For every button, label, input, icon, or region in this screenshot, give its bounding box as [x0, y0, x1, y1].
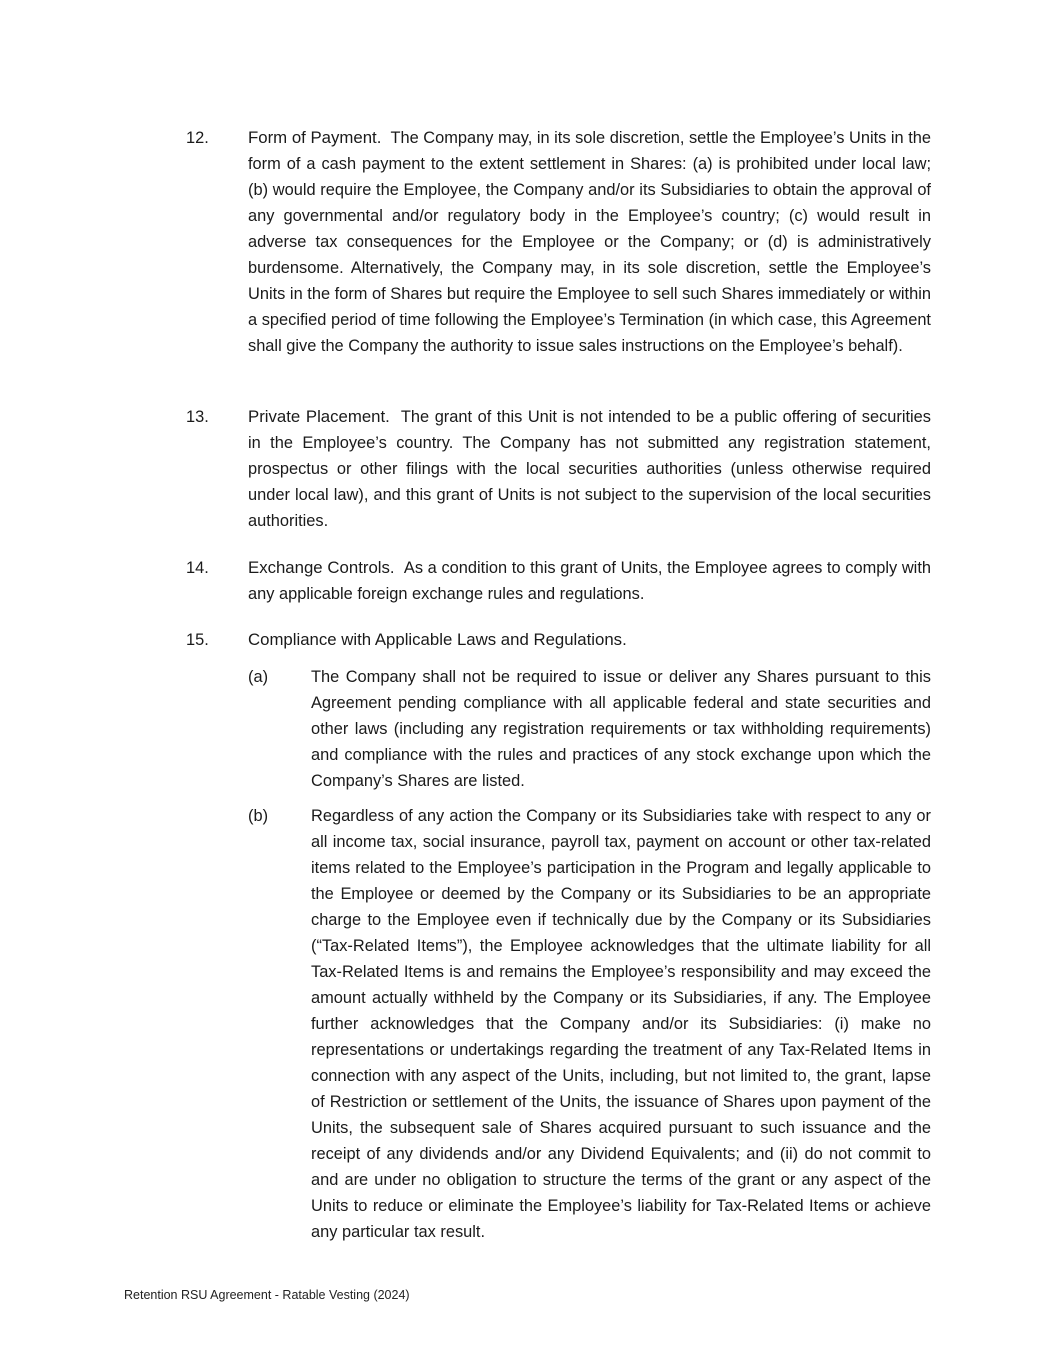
subsection-text: The Company shall not be required to issue or deliver any Shares pursuant to this Agreement pending compliance with all applicable federal and state securities and other laws (including any registration requirements or tax withholding requirements) and compliance with the rules and practices of any stock exchange upon which the Company’s Shares are listed. — [311, 668, 931, 790]
section-heading: Compliance with Applicable Laws and Regulations. — [248, 630, 627, 649]
section-number: 12. — [186, 129, 209, 147]
section-heading: Private Placement. — [248, 407, 390, 426]
subsection-label: (a) — [248, 668, 269, 686]
section-text: The Company may, in its sole discretion, settle the Employee’s Units in the form of a cash payment to the extent settlement in Shares: (a) is prohibited under local law; (b) would require the Employee, the Company and/or its Subsidiaries to obtain the approval of any governmental and/or regulatory body in the Employee’s country; (c) would result in adverse tax consequences for the Employee or the Company; or (d) is administratively burdensome. Alternatively, the Company may, in its sole discretion, settle the Employee’s Units in the form of Shares but require the Employee to sell such Shares immediately or within a specified period of time following the Employee’s Termination (in which case, this Agreement shall give the Company the authority to issue sales instructions on the Employee’s behalf). — [248, 129, 931, 355]
section-14 — [186, 555, 931, 607]
section-text: The grant of this Unit is not intended to be a public offering of securities in the Employee’s country. The Company has not submitted any registration statement, prospectus or other filings with the local securities authorities (unless otherwise required under local law), and this grant of Units is not subject to the supervision of the local securities authorities. — [248, 408, 931, 530]
section-number: 13. — [186, 408, 209, 426]
subsection-a — [248, 664, 931, 794]
section-15 — [186, 627, 931, 653]
section-body — [248, 404, 931, 534]
section-13 — [186, 404, 931, 534]
page-footer: Retention RSU Agreement - Ratable Vesting (2024) — [124, 1288, 410, 1302]
section-12 — [186, 125, 931, 359]
section-number: 14. — [186, 559, 209, 577]
section-body — [248, 555, 931, 607]
section-heading: Form of Payment. — [248, 128, 382, 147]
section-number: 15. — [186, 631, 209, 649]
subsection-text: Regardless of any action the Company or its Subsidiaries take with respect to any or all income tax, social insurance, payroll tax, payment on account or other tax-related items related to the Employee’s participation in the Program and legally applicable to the Employee or deemed by the Company or its Subsidiaries to be an appropriate charge to the Employee even if technically due by the Company or its Subsidiaries (“Tax-Related Items”), the Employee acknowledges that the ultimate liability for all Tax-Related Items is and remains the Employee’s responsibility and may exceed the amount actually withheld by the Company or its Subsidiaries, if any. The Employee further acknowledges that the Company and/or its Subsidiaries: (i) make no representations or undertakings regarding the treatment of any Tax-Related Items in connection with any aspect of the Units, including, but not limited to, the grant, lapse of Restriction or settlement of the Units, the issuance of Shares upon payment of the Units, the subsequent sale of Shares acquired pursuant to such issuance and the receipt of any dividends and/or any Dividend Equivalents; and (ii) do not commit to and are under no obligation to structure the terms of the grant or any aspect of the Units to reduce or eliminate the Employee’s liability for Tax-Related Items or achieve any particular tax result. — [311, 807, 931, 1241]
subsection-b — [248, 803, 931, 1245]
section-heading: Exchange Controls. — [248, 558, 395, 577]
subsection-label: (b) — [248, 807, 269, 825]
section-body — [248, 627, 931, 653]
section-body — [248, 125, 931, 359]
section-text: As a condition to this grant of Units, the Employee agrees to comply with any applicable foreign exchange rules and regulations. — [248, 559, 931, 603]
